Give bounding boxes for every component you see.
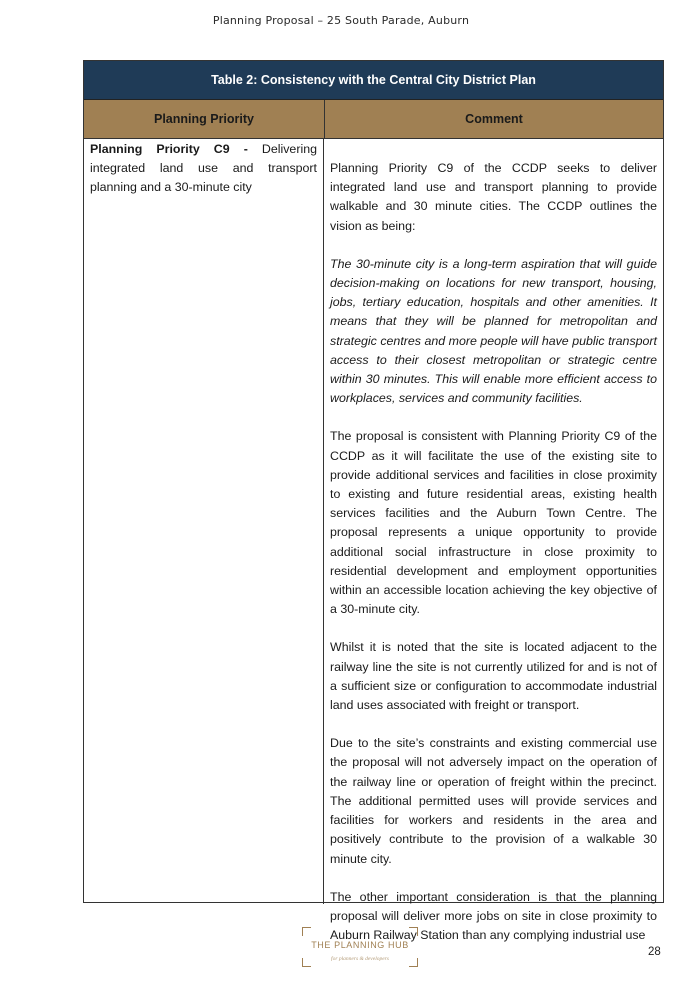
comment-paragraph: Due to the site’s constraints and existing commercial use the proposal will not adversely impact on the operation of the railway line or operation of freight within the precinct. The additional permitted uses will provide services and facilities for workers and residents in the area and positively contribute to the provision of a walkable 30 minute city. bbox=[330, 736, 657, 866]
priority-text: Delivering integrated land use and transport planning and a 30-minute city bbox=[90, 142, 317, 195]
page-number: 28 bbox=[648, 946, 661, 958]
priority-code: Planning Priority C9 - bbox=[90, 142, 248, 156]
table-header-row bbox=[84, 100, 663, 139]
column-header-planning-priority: Planning Priority bbox=[84, 100, 325, 138]
consistency-table bbox=[83, 60, 664, 943]
comment-paragraph: The proposal is consistent with Planning Priority C9 of the CCDP as it will facilitate the use of the existing site to provide additional services and facilities in close proximity to existing and future residential areas, existing health services facilities and the Auburn Town Centre. The proposal represents a unique opportunity to provide additional social infrastructure in close proximity to residential development and employment opportunities within an accessible location achieving the key objective of a 30-minute city. bbox=[330, 429, 657, 617]
logo-text: THE PLANNING HUB bbox=[311, 940, 409, 950]
table-row bbox=[84, 139, 663, 943]
comment-cell bbox=[324, 139, 663, 943]
comment-paragraph: The other important consideration is that the planning proposal will deliver more jobs on site in close proximity to Auburn Railway Station than any complying industrial use bbox=[330, 889, 657, 943]
running-header: Planning Proposal – 25 South Parade, Auburn bbox=[212, 14, 470, 27]
planning-hub-logo bbox=[302, 927, 418, 967]
planning-priority-cell bbox=[84, 139, 324, 904]
comment-paragraph: Planning Priority C9 of the CCDP seeks to deliver integrated land use and transport planning to provide walkable and 30 minute cities. The CCDP outlines the vision as being: bbox=[330, 161, 657, 233]
comment-quote: The 30-minute city is a long-term aspiration that will guide decision-making on locations for new transport, housing, jobs, tertiary education, hospitals and other amenities. It means that they will be planned for metropolitan and strategic centres and more people will have public transport access to their closest metropolitan or strategic centre within 30 minutes. This will enable more efficient access to workplaces, services and community facilities. bbox=[330, 256, 657, 406]
comment-paragraph: Whilst it is noted that the site is located adjacent to the railway line the site is not currently utilized for and is not of a sufficient size or configuration to accommodate industrial land uses associated with freight or transport. bbox=[330, 640, 657, 713]
column-header-comment: Comment bbox=[465, 112, 523, 126]
logo-corner bbox=[409, 927, 418, 936]
table-title: Table 2: Consistency with the Central City District Plan bbox=[84, 61, 663, 100]
logo-tagline: for planners & developers bbox=[331, 956, 389, 962]
logo-corner bbox=[302, 927, 311, 936]
